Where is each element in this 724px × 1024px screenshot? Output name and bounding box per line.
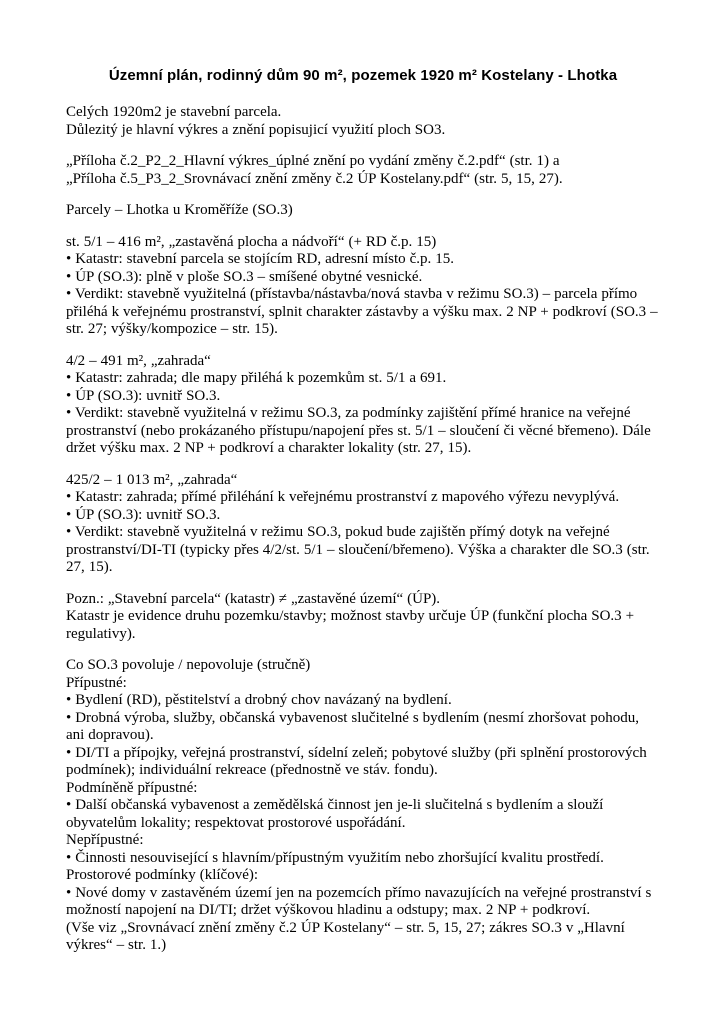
paragraph-intro	[66, 104, 660, 139]
bullet-line: • ÚP (SO.3): plně v ploše SO.3 – smíšené obytné vesnické.	[66, 268, 423, 285]
section-heading-parcels	[66, 202, 660, 220]
bullet-line: • Verdikt: stavebně využitelná (přístavba/nástavba/nová stavba v režimu SO.3) – parcela přímo přiléhá k veřejnému prostranství, splnit charakter zástavby a výšku max. 2 NP + podkroví (SO.3 – str. 27; výšky/kompozice – str. 15).	[66, 286, 658, 337]
bullet-line: • Verdikt: stavebně využitelná v režimu SO.3, pokud bude zajištěn přímý dotyk na veřejné prostranství/DI-TI (typicky přes 4/2/st. 5/1 – sloučení/břemeno). Výška a charakter dle SO.3 (str. 27, 15).	[66, 524, 650, 575]
subheading-pripustne: Přípustné:	[66, 674, 127, 691]
bullet-line: • Katastr: zahrada; dle mapy přiléhá k pozemkům st. 5/1 a 691.	[66, 370, 447, 386]
subheading-prostorove-podminky: Prostorové podmínky (klíčové):	[66, 867, 259, 883]
text-line: Důlezitý je hlavní výkres a znění popisujicí využití ploch SO3.	[66, 121, 446, 138]
parcel-heading: 4/2 – 491 m², „zahrada“	[66, 352, 211, 369]
parcel-section-st-5-1	[66, 234, 660, 339]
bullet-line: • Katastr: zahrada; přímé přiléhání k veřejnému prostranství z mapového výřezu nevyplývá.	[66, 489, 620, 505]
subheading-podminene-pripustne: Podmíněně přípustné:	[66, 779, 198, 796]
document-title: Územní plán, rodinný dům 90 m², pozemek 1920 m² Kostelany - Lhotka	[108, 67, 618, 84]
parcel-section-4-2	[66, 353, 660, 458]
text-line: Parcely – Lhotka u Kroměříže (SO.3)	[66, 202, 293, 218]
bullet-line: • Bydlení (RD), pěstitelství a drobný chov navázaný na bydlení.	[66, 692, 452, 708]
bullet-line: • ÚP (SO.3): uvnitř SO.3.	[66, 506, 221, 523]
bullet-line: • Verdikt: stavebně využitelná v režimu SO.3, za podmínky zajištění přímé hranice na veřejné prostranství (nebo prokázaného přístupu/napojení přes st. 5/1 – sloučení či věcné břemeno). Dále držet výšku max. 2 NP + podkroví a charakter lokality (str. 27, 15).	[66, 405, 651, 456]
regulations-section	[66, 657, 660, 955]
bullet-line: • ÚP (SO.3): uvnitř SO.3.	[66, 387, 221, 404]
text-line: „Příloha č.5_P3_2_Srovnávací znění změny č.2 ÚP Kostelany.pdf“ (str. 5, 15, 27).	[66, 170, 563, 187]
closing-reference-line: (Vše viz „Srovnávací znění změny č.2 ÚP Kostelany“ – str. 5, 15, 27; zákres SO.3 v „Hlavní výkres“ – str. 1.)	[66, 919, 625, 953]
parcel-heading: 425/2 – 1 013 m², „zahrada“	[66, 471, 238, 488]
parcel-section-425-2	[66, 472, 660, 577]
text-line: „Příloha č.2_P2_2_Hlavní výkres_úplné znění po vydání změny č.2.pdf“ (str. 1) a	[66, 153, 560, 169]
parcel-heading: st. 5/1 – 416 m², „zastavěná plocha a nádvoří“ (+ RD č.p. 15)	[66, 233, 437, 250]
bullet-line: • Další občanská vybavenost a zemědělská činnost jen je-li slučitelná s bydlením a slouží obyvatelům lokality; respektovat prostorové uspořádání.	[66, 797, 604, 831]
bullet-line: • Činnosti nesouvisející s hlavním/přípustným využitím nebo zhoršující kvalitu prostředí.	[66, 849, 604, 866]
bullet-line: • Drobná výroba, služby, občanská vybavenost slučitelné s bydlením (nesmí zhoršovat pohodu, ani dopravou).	[66, 709, 640, 743]
text-line: Katastr je evidence druhu pozemku/stavby; možnost stavby určuje ÚP (funkční plocha SO.3 + regulativy).	[66, 608, 635, 642]
bullet-line: • Nové domy v zastavěném území jen na pozemcích přímo navazujících na veřejné prostranství s možností napojení na DI/TI; držet výškovou hladinu a odstupy; max. 2 NP + podkroví.	[66, 884, 652, 918]
paragraph-attachments	[66, 153, 660, 188]
paragraph-note	[66, 591, 660, 644]
subheading-nepripustne: Nepřípustné:	[66, 832, 144, 848]
text-line: Pozn.: „Stavební parcela“ (katastr) ≠ „zastavěné území“ (ÚP).	[66, 590, 441, 607]
bullet-line: • Katastr: stavební parcela se stojícím RD, adresní místo č.p. 15.	[66, 251, 454, 267]
bullet-line: • DI/TI a přípojky, veřejná prostranství, sídelní zeleň; pobytové služby (při splnění prostorových podmínek); individuální rekreace (přednostně ve stáv. fondu).	[66, 744, 647, 778]
section-heading: Co SO.3 povoluje / nepovoluje (stručně)	[66, 657, 311, 673]
text-line: Celých 1920m2 je stavební parcela.	[66, 104, 282, 120]
